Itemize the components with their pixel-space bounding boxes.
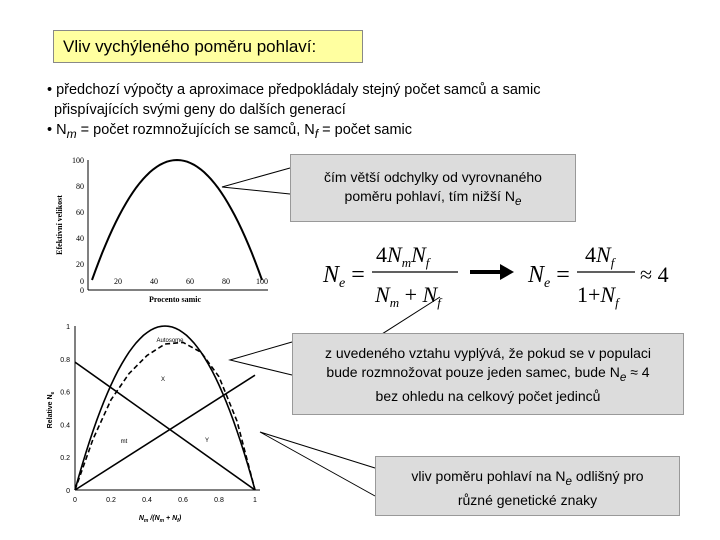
- eq1-lhs: $N_e$ =: [323, 262, 365, 291]
- callout-1: [290, 154, 576, 222]
- chart-2-y-tick-label: 0.4: [60, 422, 70, 430]
- chart-1-y-tick-label: 0: [80, 286, 84, 295]
- chart-2-series-line: [75, 326, 255, 490]
- chart-2-ylabel: Relative $N_e$: [47, 391, 56, 429]
- chart-2-x-tick-label: 0.2: [106, 497, 116, 504]
- chart-1-y-tick-label: 100: [72, 156, 84, 165]
- callout-1-line-2: poměru pohlaví, tím nižší $N_e$: [344, 188, 522, 208]
- chart-2-xlabel: $N_m$ $/(N_m + N_f)$: [138, 515, 182, 524]
- label-y: Y: [204, 438, 210, 444]
- slide-title: Vliv vychýleného poměru pohlaví:: [63, 37, 317, 56]
- chart-1-curve: [92, 160, 262, 280]
- chart-1-ylabel: Efektivní velikost: [55, 195, 64, 255]
- callout-3-line-1: vliv poměru pohlaví na $N_e$ odlišný pro: [411, 468, 644, 488]
- callout-2-line-3: bez ohledu na celkový počet jedinců: [375, 387, 601, 404]
- chart-2-x-tick-label: 0.4: [142, 497, 152, 504]
- chart-1: [55, 156, 268, 304]
- chart-2-x-tick-label: 1: [253, 497, 257, 504]
- chart-2-series-line: [75, 342, 255, 490]
- chart-1-x-tick-label: 20: [114, 277, 122, 286]
- chart-1-y-tick-label: 40: [76, 234, 84, 243]
- eq2-numerator: $4N_f$: [585, 242, 615, 270]
- equation-1: [322, 242, 458, 310]
- callout-3-line-2: různé genetické znaky: [457, 491, 598, 508]
- chart-1-x-tick-label: 60: [186, 277, 194, 286]
- chart-2-y-tick-label: 0.6: [60, 389, 70, 397]
- eq1-numerator: $4N_mN_f$: [376, 242, 430, 270]
- callout-2-line-2: bude rozmnožovat pouze jeden samec, bude $N_e \approx 4$: [326, 364, 650, 384]
- chart-1-y-tick-label: 20: [76, 260, 84, 269]
- chart-2-y-tick-label: 1: [66, 324, 70, 331]
- chart-2-y-tick-label: 0: [66, 488, 70, 495]
- callout-3: [375, 456, 680, 516]
- chart-2-y-tick-label: 0.2: [60, 455, 70, 463]
- chart-1-x-tick-label: 100: [256, 277, 268, 286]
- chart-2-x-tick-label: 0.8: [214, 497, 224, 504]
- chart-2-series-line: [75, 375, 255, 490]
- chart-1-x-tick-label: 80: [222, 277, 230, 286]
- label-x: X: [160, 377, 166, 383]
- chart-1-x-tick-label: 40: [150, 277, 158, 286]
- arrow-icon: [470, 264, 514, 280]
- chart-2-x-tick-label: 0: [73, 497, 77, 504]
- eq1-denominator: $N_m + N_f$: [375, 282, 441, 310]
- label-mt: mt: [120, 439, 128, 445]
- chart-1-y-tick-label: 80: [76, 182, 84, 191]
- chart-1-xlabel: Procento samic: [148, 295, 202, 304]
- bullet-1-line-2: přispívajících svými geny do dalších generací: [54, 102, 346, 118]
- callout-2-pointer: [230, 342, 292, 375]
- chart-1-y-tick-label: 60: [76, 208, 84, 217]
- equation-2: [527, 242, 669, 310]
- callout-2-line-1: z uvedeného vztahu vyplývá, že pokud se v populaci: [324, 345, 652, 361]
- label-autosome: Autosome: [156, 338, 184, 344]
- eq2-approx: ≈ 4: [640, 262, 669, 287]
- chart-2: [47, 324, 260, 524]
- callout-3-pointer: [260, 432, 375, 496]
- eq2-denominator: $1+N_f$: [577, 282, 619, 310]
- callout-1-line-1: čím větší odchylky od vyrovnaného: [324, 169, 542, 185]
- bullet-2: • $N_m$ = počet rozmnožujících se samců, $N_f$ = počet samic: [47, 122, 413, 141]
- bullet-1-line-1: • předchozí výpočty a aproximace předpokládaly stejný počet samců a samic: [47, 82, 541, 98]
- callout-2: [292, 333, 684, 415]
- chart-2-y-tick-label: 0.8: [60, 356, 70, 364]
- callout-1-pointer: [222, 168, 290, 194]
- chart-2-x-tick-label: 0.6: [178, 497, 188, 504]
- eq2-lhs: $N_e$ =: [528, 262, 570, 291]
- chart-1-x-tick-label: 0: [80, 277, 84, 286]
